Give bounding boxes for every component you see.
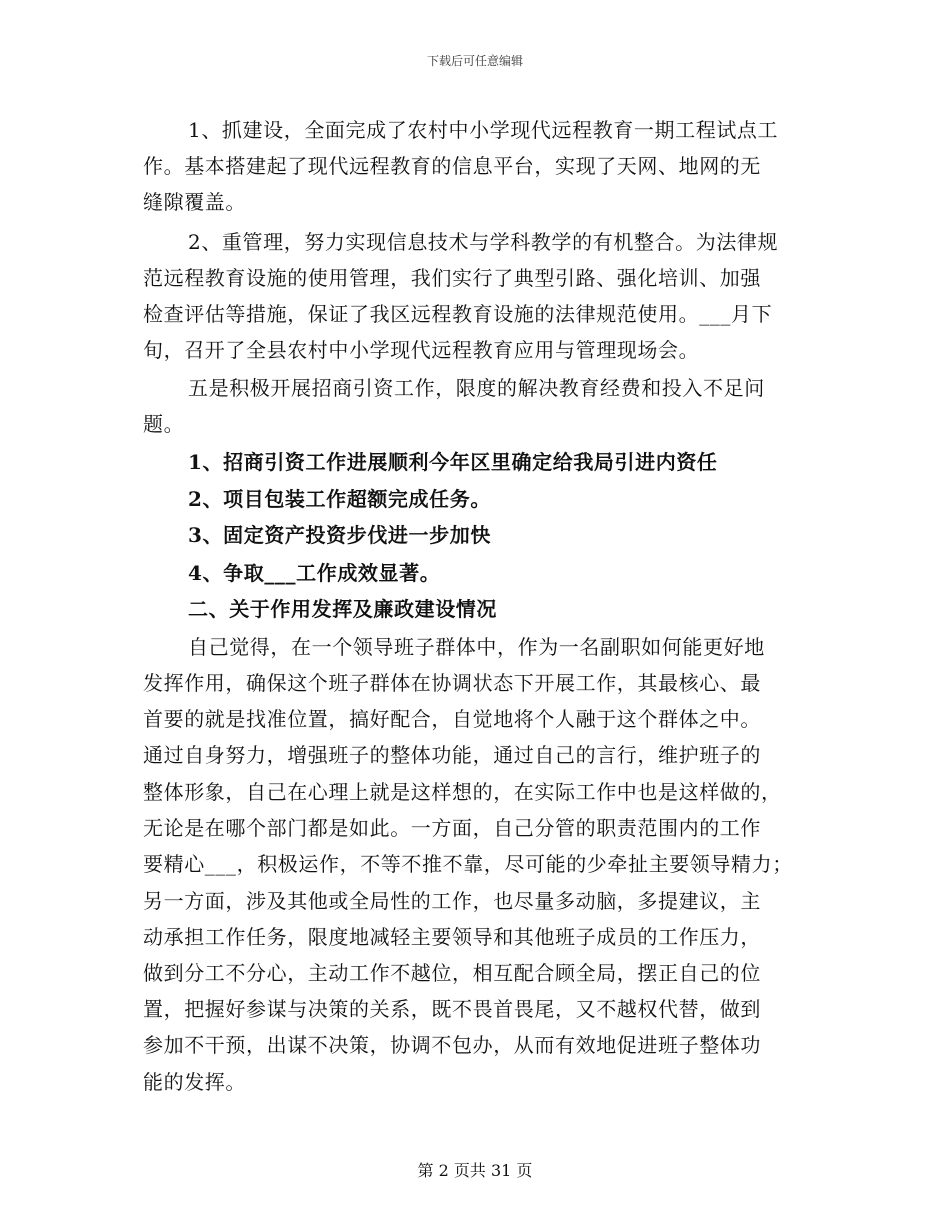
text-line: 另一方面，涉及其他或全局性的工作，也尽量多动脑，多提建议，主 [143,889,761,913]
text-line: 缝隙覆盖。 [143,190,246,214]
text-line: 要精心___，积极运作，不等不推不靠，尽可能的少牵扯主要领导精力； [143,852,793,876]
text-line: 1、招商引资工作进展顺利今年区里确定给我局引进内资任 [188,450,718,474]
text-line: 题。 [143,412,185,436]
text-line: 首要的就是找准位置，搞好配合，自觉地将个人融于这个群体之中。 [143,707,761,731]
text-line: 置，把握好参谋与决策的关系，既不畏首畏尾，又不越权代替，做到 [143,997,761,1021]
text-line: 2、重管理，努力实现信息技术与学科教学的有机整合。为法律规 [188,230,779,254]
text-line: 五是积极开展招商引资工作，限度的解决教育经费和投入不足问 [188,376,765,400]
page-number-footer: 第 2 页共 31 页 [417,1161,533,1180]
text-line: 1、抓建设，全面完成了农村中小学现代远程教育一期工程试点工 [188,118,779,142]
text-line: 发挥作用，确保这个班子群体在协调状态下开展工作，其最核心、最 [143,671,761,695]
text-line: 能的发挥。 [143,1070,246,1094]
text-line: 动承担工作任务，限度地减轻主要领导和其他班子成员的工作压力， [143,925,761,949]
text-line: 无论是在哪个部门都是如此。一方面，自己分管的职责范围内的工作 [143,816,761,840]
text-line: 整体形象，自己在心理上就是这样想的，在实际工作中也是这样做的， [143,780,782,804]
text-line: 通过自身努力，增强班子的整体功能，通过自己的言行，维护班子的 [143,743,761,767]
text-line: 检查评估等措施，保证了我区远程教育设施的法律规范使用。___月下 [143,302,773,326]
text-line: 范远程教育设施的使用管理，我们实行了典型引路、强化培训、加强 [143,266,761,290]
text-line: 参加不干预，出谋不决策，协调不包办，从而有效地促进班子整体功 [143,1033,761,1057]
text-line: 作。基本搭建起了现代远程教育的信息平台，实现了天网、地网的无 [143,154,761,178]
text-line: 二、关于作用发挥及廉政建设情况 [188,597,497,621]
text-line: 做到分工不分心，主动工作不越位，相互配合顾全局，摆正自己的位 [143,961,761,985]
text-line: 旬，召开了全县农村中小学现代远程教育应用与管理现场会。 [143,338,700,362]
text-line: 自己觉得，在一个领导班子群体中，作为一名副职如何能更好地 [188,635,765,659]
text-line: 2、项目包装工作超额完成任务。 [188,487,491,511]
text-line: 4、争取___工作成效显著。 [188,561,441,585]
text-line: 3、固定资产投资步伐进一步加快 [188,523,491,547]
page-header-note: 下载后可任意编辑 [426,54,523,68]
